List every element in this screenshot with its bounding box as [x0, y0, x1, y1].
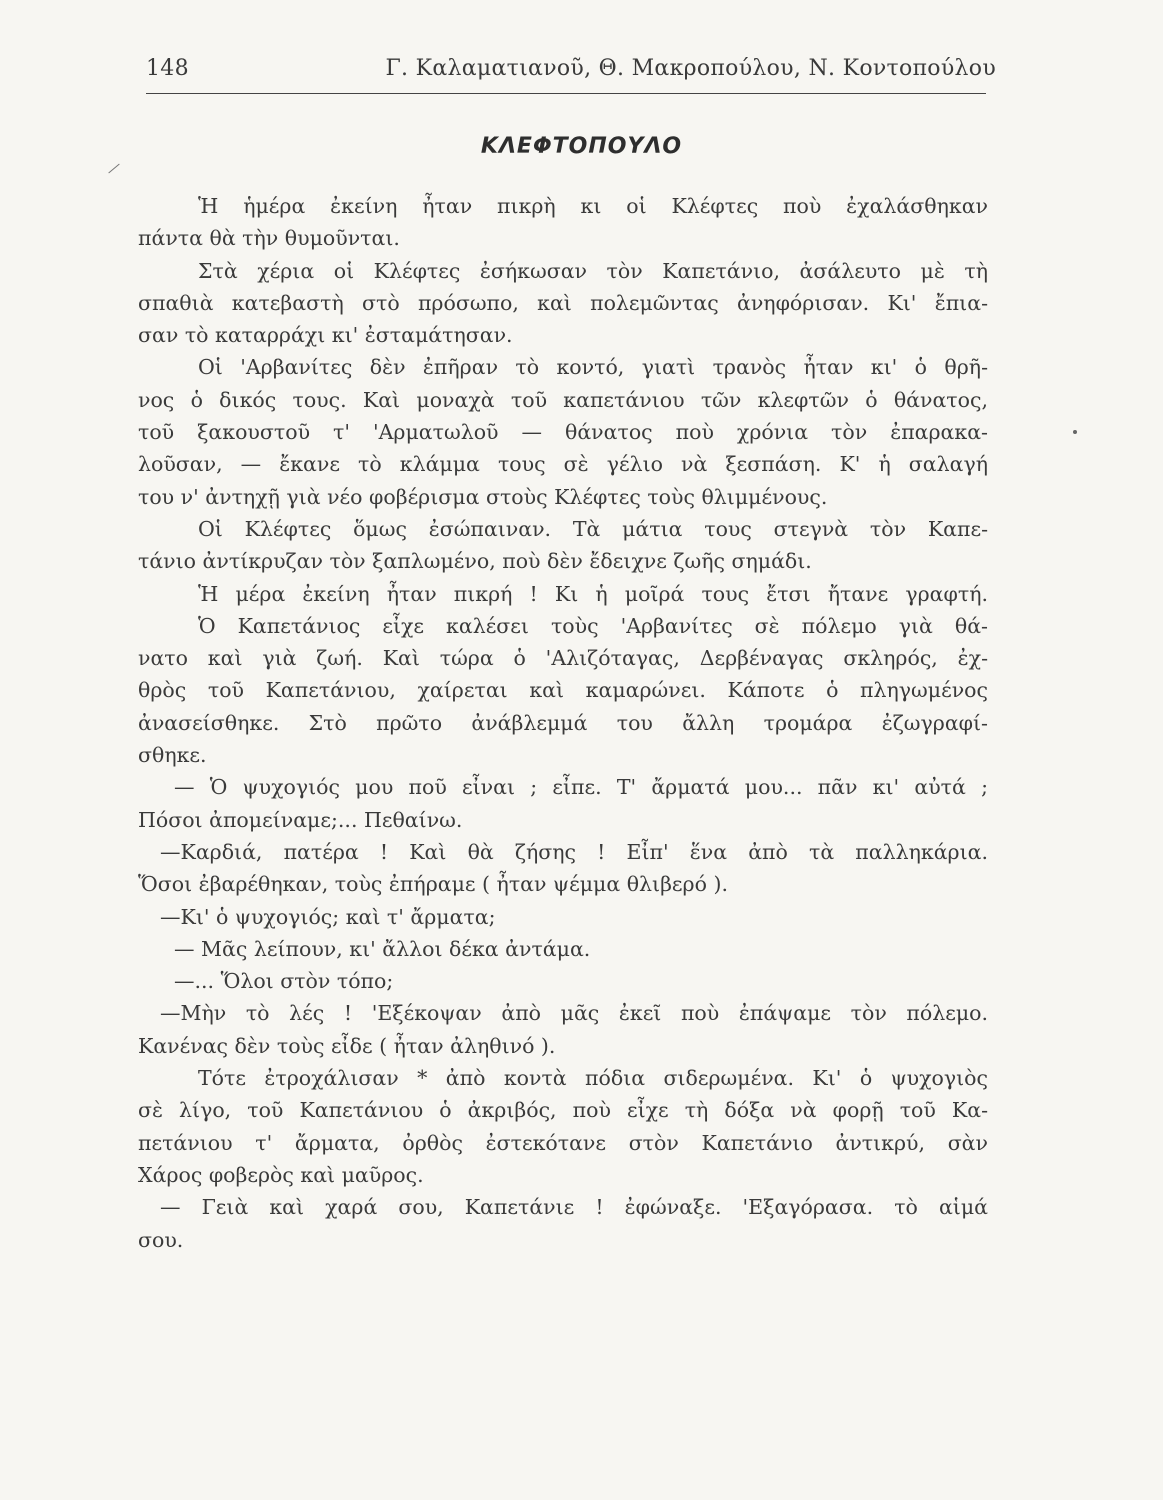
story-body: [138, 190, 988, 1256]
text-line: — Γειὰ καὶ χαρά σου, Καπετάνιε ! ἐφώναξε. 'Εξαγόρασα. τὸ αἱμά: [160, 1195, 988, 1220]
text-line: Στὰ χέρια οἱ Κλέφτες ἐσήκωσαν τὸν Καπετάνιο, ἀσάλευτο μὲ τὴ: [198, 258, 988, 283]
text-line: Πόσοι ἀπομείναμε;... Πεθαίνω.: [138, 807, 463, 832]
text-line: Τότε ἐτροχάλισαν * ἀπὸ κοντὰ πόδια σιδερωμένα. Κι' ὁ ψυχογιὸς: [198, 1066, 988, 1091]
text-line: σου.: [138, 1227, 184, 1252]
text-line: τοῦ ξακουστοῦ τ' 'Αρματωλοῦ — θάνατος ποὺ χρόνια τὸν ἐπαρακα-: [138, 420, 988, 445]
text-line: — Μᾶς λείπουν, κι' ἄλλοι δέκα ἀντάμα.: [174, 936, 591, 961]
text-line: τάνιο ἀντίκρυζαν τὸν ξαπλωμένο, ποὺ δὲν ἔδειχνε ζωῆς σημάδι.: [138, 549, 812, 574]
text-line: θρὸς τοῦ Καπετάνιου, χαίρεται καὶ καμαρώνει. Κάποτε ὁ πληγωμένος: [138, 678, 988, 703]
page-number: 148: [146, 56, 189, 81]
text-line: Χάρος φοβερὸς καὶ μαῦρος.: [138, 1162, 424, 1187]
text-line: σπαθιὰ κατεβαστὴ στὸ πρόσωπο, καὶ πολεμῶντας ἀνηφόρισαν. Κι' ἔπια-: [138, 290, 988, 315]
text-line: —Καρδιά, πατέρα ! Καὶ θὰ ζήσης ! Εἶπ' ἕνα ἀπὸ τὰ παλληκάρια.: [160, 839, 988, 864]
text-line: νος ὁ δικός τους. Καὶ μοναχὰ τοῦ καπετάνιου τῶν κλεφτῶν ὁ θάνατος,: [138, 387, 988, 412]
text-line: Οἱ 'Αρβανίτες δὲν ἐπῆραν τὸ κοντό, γιατὶ τρανὸς ἦταν κι' ὁ θρῆ-: [198, 355, 988, 380]
text-line: Ἡ μέρα ἐκείνη ἦταν πικρή ! Κι ἡ μοῖρά τους ἔτσι ἤτανε γραφτή.: [198, 581, 988, 606]
running-head: [146, 56, 996, 90]
text-line: Οἱ Κλέφτες ὅμως ἐσώπαιναν. Τὰ μάτια τους στεγνὰ τὸν Καπε-: [198, 516, 988, 541]
stray-pen-mark: [108, 164, 119, 174]
text-line: σὲ λίγο, τοῦ Καπετάνιου ὁ ἀκριβός, ποὺ εἶχε τὴ δόξα νὰ φορῇ τοῦ Κα-: [138, 1098, 988, 1123]
text-line: λοῦσαν, — ἔκανε τὸ κλάμμα τους σὲ γέλιο νὰ ξεσπάση. Κ' ἡ σαλαγή: [138, 452, 988, 477]
header-rule: [146, 93, 986, 94]
text-line: νατο καὶ γιὰ ζωή. Καὶ τώρα ὁ 'Αλιζόταγας, Δερβέναγας σκληρός, ἐχ-: [138, 646, 988, 671]
text-line: Ὁ Καπετάνιος εἶχε καλέσει τοὺς 'Αρβανίτες σὲ πόλεμο γιὰ θά-: [198, 613, 988, 638]
text-line: σθηκε.: [138, 743, 207, 768]
text-line: πετάνιου τ' ἄρματα, ὀρθὸς ἐστεκότανε στὸν Καπετάνιο ἀντικρύ, σὰν: [138, 1130, 988, 1155]
text-line: —Μὴν τὸ λές ! 'Εξέκοψαν ἀπὸ μᾶς ἐκεῖ ποὺ ἐπάψαμε τὸν πόλεμο.: [160, 1001, 988, 1026]
text-line: σαν τὸ καταρράχι κι' ἐσταμάτησαν.: [138, 323, 513, 348]
text-line: —... Ὅλοι στὸν τόπο;: [174, 969, 394, 994]
header-authors: Γ. Καλαματιανοῦ, Θ. Μακροπούλου, Ν. Κοντοπούλου: [385, 56, 996, 81]
text-line: πάντα θὰ τὴν θυμοῦνται.: [138, 226, 400, 251]
story-title: ΚΛΕΦΤΟΠΟΥΛΟ: [480, 134, 683, 159]
text-line: ἀνασείσθηκε. Στὸ πρῶτο ἀνάβλεμμά του ἄλλη τρομάρα ἐζωγραφί-: [138, 710, 988, 735]
margin-dot: [1073, 430, 1077, 434]
text-line: — Ὁ ψυχογιός μου ποῦ εἶναι ; εἶπε. Τ' ἄρματά μου... πᾶν κι' αὐτά ;: [174, 775, 988, 800]
text-line: —Κι' ὁ ψυχογιός; καὶ τ' ἄρματα;: [160, 904, 496, 929]
text-line: Ὅσοι ἐβαρέθηκαν, τοὺς ἐπήραμε ( ἦταν ψέμμα θλιβερό ).: [138, 872, 728, 897]
text-line: του ν' ἀντηχῇ γιὰ νέο φοβέρισμα στοὺς Κλέφτες τοὺς θλιμμένους.: [138, 484, 828, 509]
text-line: Ἡ ἡμέρα ἐκείνη ἦταν πικρὴ κι οἱ Κλέφτες ποὺ ἐχαλάσθηκαν: [198, 194, 988, 218]
text-line: Κανένας δὲν τοὺς εἶδε ( ἦταν ἀληθινό ).: [138, 1033, 556, 1058]
